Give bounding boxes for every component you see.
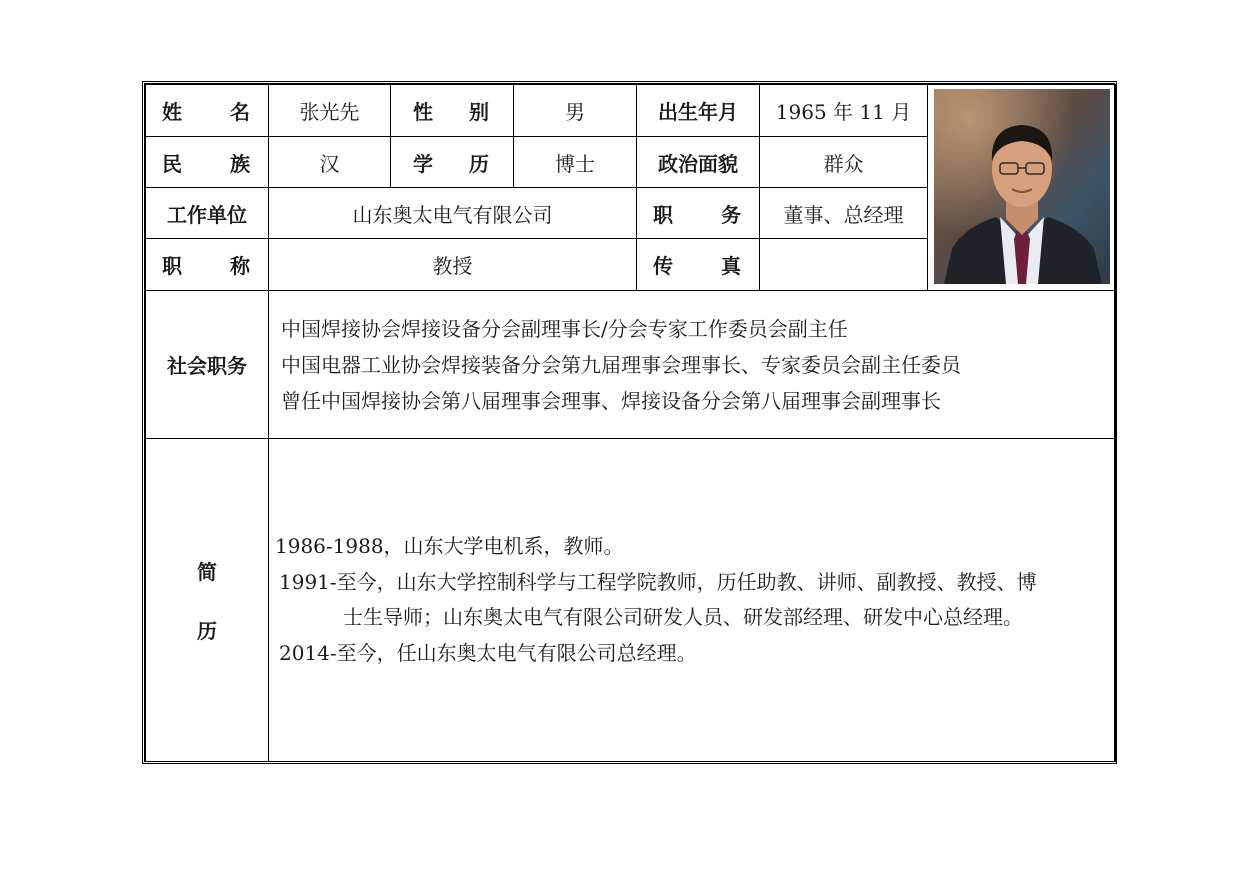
name-value: 张光先 xyxy=(269,85,391,137)
ethnicity-label-char-1: 民 xyxy=(162,151,182,176)
resume-line: 1991-至今，山东大学控制科学与工程学院教师，历任助教、讲师、副教授、教授、博 xyxy=(279,569,1037,594)
education-label xyxy=(391,137,514,188)
education-value: 博士 xyxy=(514,137,637,188)
position-value: 董事、总经理 xyxy=(760,188,928,239)
gender-label-char-2: 别 xyxy=(469,100,489,124)
social-duty-line: 中国焊接协会焊接设备分会副理事长/分会专家工作委员会副主任 xyxy=(281,316,848,341)
profile-sheet xyxy=(142,81,1117,764)
social-duty-line: 中国电器工业协会焊接装备分会第九届理事会理事长、专家委员会副主任委员 xyxy=(281,352,961,377)
political-label: 政治面貌 xyxy=(637,137,760,188)
name-label xyxy=(146,85,269,137)
ethnicity-value: 汉 xyxy=(269,137,391,188)
title-label-char-1: 职 xyxy=(162,254,182,278)
position-label-char-1: 职 xyxy=(653,202,673,227)
education-label-char-1: 学 xyxy=(413,151,433,176)
social-duties-label: 社会职务 xyxy=(146,291,269,439)
name-label-char-1: 姓 xyxy=(162,100,182,124)
resume-content xyxy=(269,439,1116,762)
position-label-char-2: 务 xyxy=(721,202,741,227)
resume-line: 1986-1988，山东大学电机系，教师。 xyxy=(275,534,624,558)
social-duty-line: 曾任中国焊接协会第八届理事会理事、焊接设备分会第八届理事会副理事长 xyxy=(281,388,941,413)
ethnicity-label-char-2: 族 xyxy=(230,151,250,176)
birth-label: 出生年月 xyxy=(637,85,760,137)
resume-label-char-1: 简 xyxy=(197,560,217,584)
fax-value xyxy=(760,239,928,291)
title-label-char-2: 称 xyxy=(230,254,250,278)
resume-label-char-2: 历 xyxy=(197,619,217,643)
position-label xyxy=(637,188,760,239)
political-value: 群众 xyxy=(760,137,928,188)
title-label xyxy=(146,239,269,291)
resume-label xyxy=(146,439,269,762)
title-value: 教授 xyxy=(269,239,637,291)
resume-line: 2014-至今，任山东奥太电气有限公司总经理。 xyxy=(279,640,697,665)
fax-label xyxy=(637,239,760,291)
employer-label: 工作单位 xyxy=(146,188,269,239)
education-label-char-2: 历 xyxy=(469,151,489,176)
employer-value: 山东奥太电气有限公司 xyxy=(269,188,637,239)
name-label-char-2: 名 xyxy=(230,100,250,124)
gender-label-char-1: 性 xyxy=(413,100,433,124)
gender-value: 男 xyxy=(514,85,637,137)
profile-table xyxy=(145,84,1116,762)
portrait-photo xyxy=(934,89,1110,284)
gender-label xyxy=(391,85,514,137)
resume-line: 士生导师；山东奥太电气有限公司研发人员、研发部经理、研发中心总经理。 xyxy=(343,605,1023,629)
social-duties-content xyxy=(269,291,1116,439)
portrait-image xyxy=(934,89,1110,284)
fax-label-char-1: 传 xyxy=(653,254,673,278)
fax-label-char-2: 真 xyxy=(721,254,741,278)
birth-value: 1965 年 11 月 xyxy=(760,85,928,137)
photo-cell xyxy=(928,85,1116,291)
ethnicity-label xyxy=(146,137,269,188)
